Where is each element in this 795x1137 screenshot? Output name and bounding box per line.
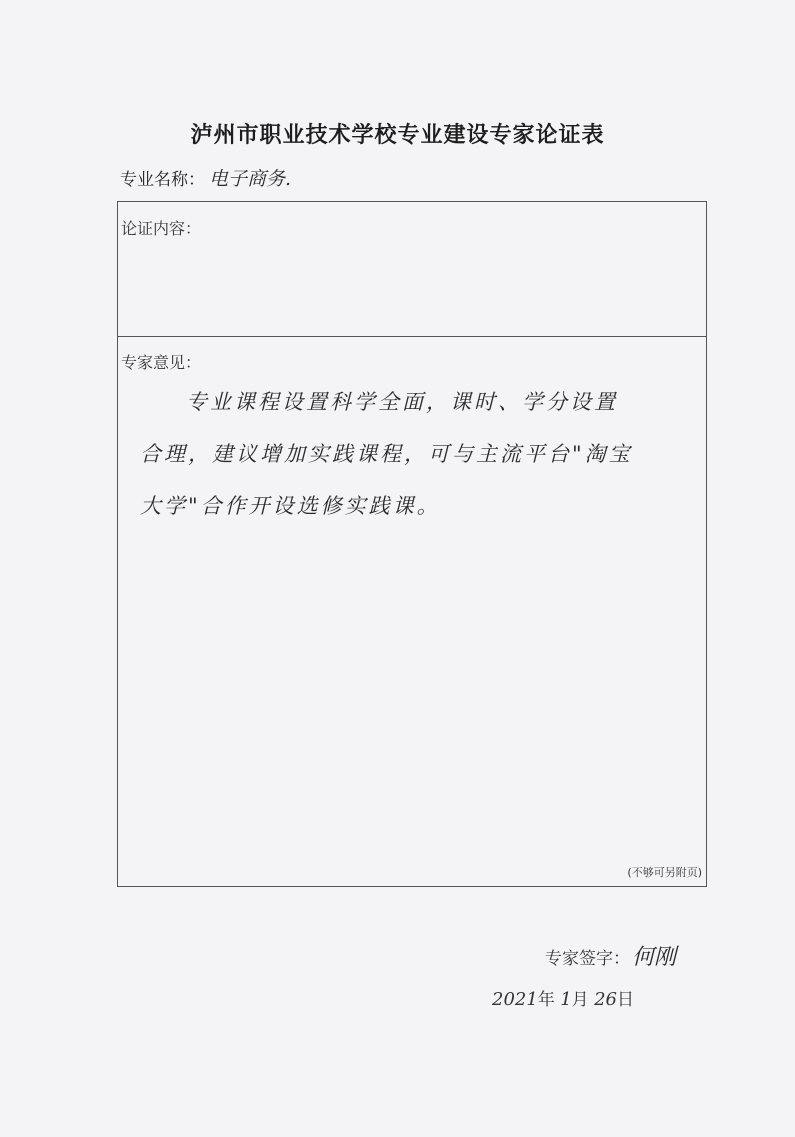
date-day: 26	[594, 989, 617, 1010]
opinion-text	[140, 376, 690, 532]
date-day-unit: 日	[616, 990, 634, 1010]
expert-signature: 何刚	[632, 945, 677, 970]
date-year-unit: 年	[537, 990, 555, 1010]
opinion-line: 合理，建议增加实践课程，可与主流平台"淘宝	[140, 442, 633, 466]
extra-page-note: (不够可另附页)	[627, 866, 702, 879]
major-value: 电子商务.	[209, 168, 292, 190]
major-name-row	[120, 164, 291, 191]
signature-label: 专家签字：	[545, 949, 630, 969]
opinion-line: 大学"合作开设选修实践课。	[140, 494, 441, 518]
date-month: 1	[560, 989, 572, 1010]
date-row	[492, 985, 634, 1010]
opinion-line: 专业课程设置科学全面，课时、学分设置	[186, 390, 618, 414]
signature-row	[545, 940, 676, 971]
opinion-section	[118, 336, 706, 886]
major-label: 专业名称：	[120, 170, 205, 190]
form-title: 泸州市职业技术学校专业建设专家论证表	[190, 123, 605, 148]
date-year: 2021	[492, 989, 538, 1010]
opinion-label: 专家意见：	[121, 353, 202, 372]
content-label: 论证内容：	[121, 219, 202, 238]
date-month-unit: 月	[571, 990, 589, 1010]
form-table	[117, 201, 707, 887]
content-section	[118, 202, 706, 337]
